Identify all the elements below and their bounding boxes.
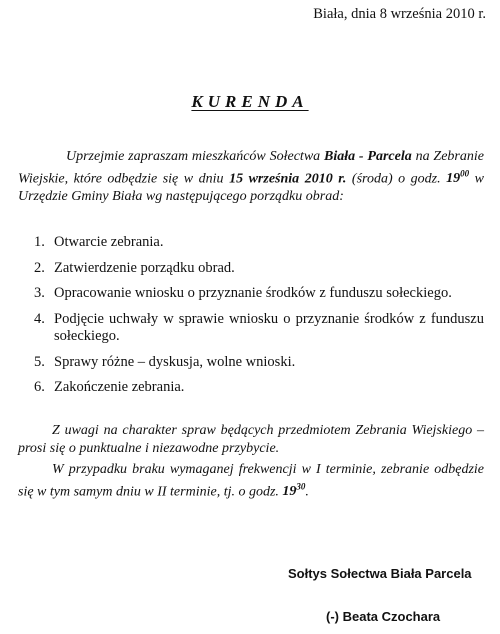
meeting-time: $19^{00}$ (446, 168, 470, 187)
signatory-role: Sołtys Sołectwa Biała Parcela (288, 566, 472, 581)
agenda-item: 1. Otwarcie zebrania. (34, 234, 164, 250)
second-term-time: $19^{30}$ (282, 481, 306, 500)
document-title: KURENDA (191, 92, 309, 111)
meeting-date: 15 września 2010 r. (229, 171, 347, 187)
date-line: Biała, dnia 8 września 2010 r. (313, 6, 486, 22)
village-name: Biała - Parcela (323, 149, 412, 164)
quorum-note: W przypadku braku wymaganej frekwencji w I terminie, zebranie odbędzie się w tym samym dniu w II terminie, tj. o godz. $19^{30}$. (18, 462, 484, 500)
agenda-item: 5. Sprawy różne – dyskusja, wolne wnioski. (34, 353, 296, 370)
agenda-item: 4. Podjęcie uchwały w sprawie wniosku o przyznanie środków z funduszu sołeckiego. (34, 310, 484, 344)
punctuality-note: Z uwagi na charakter spraw będących przedmiotem Zebrania Wiejskiego – prosi się o punktualne i niezawodne przybycie. (18, 423, 484, 456)
signatory-name: (-) Beata Czochara (326, 609, 441, 624)
intro-paragraph: Uprzejmie zapraszam mieszkańców Sołectwa Biała - Parcela na Zebranie Wiejskie, które odbędzie się w dniu 15 września 2010 r. (środa) o godz. $19^{00}$ w Urzędzie Gminy Biała wg następującego porządku obrad: (18, 149, 484, 204)
agenda-item: 6. Zakończenie zebrania. (34, 379, 185, 395)
agenda-item: 2. Zatwierdzenie porządku obrad. (34, 259, 235, 276)
agenda-item: 3. Opracowanie wniosku o przyznanie środków z funduszu sołeckiego. (34, 285, 452, 301)
agenda-list (34, 234, 484, 405)
